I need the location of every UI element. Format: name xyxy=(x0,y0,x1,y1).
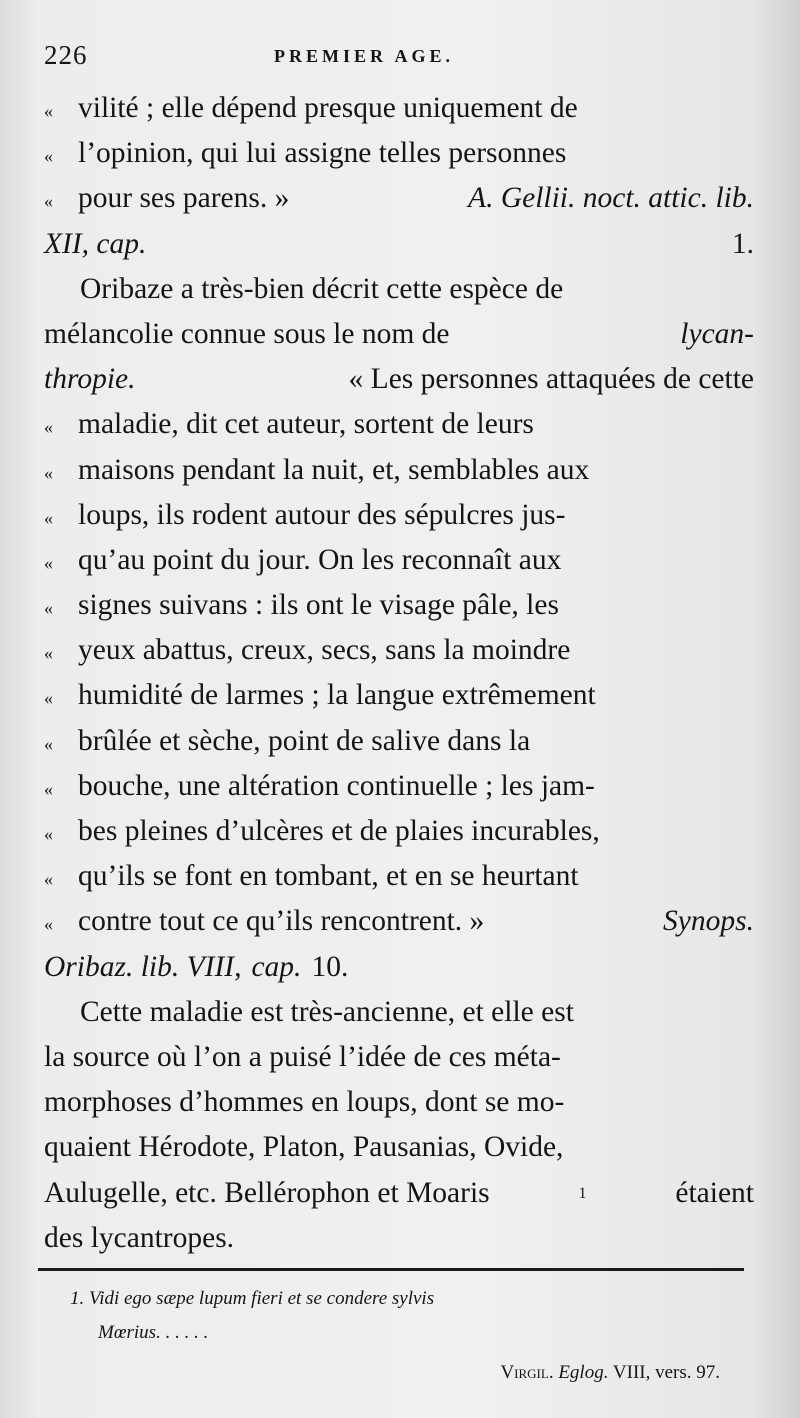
text-line xyxy=(44,222,754,267)
footnote-line: Mœrius. . . . . . xyxy=(98,1322,209,1343)
line-text: bouche, une altération continuelle ; les jam- xyxy=(78,769,595,802)
footnote-rule xyxy=(38,1268,744,1271)
italic-text: Synops. xyxy=(663,905,754,938)
quote-mark: « xyxy=(44,417,53,438)
text-line xyxy=(44,1035,754,1080)
quote-mark: « xyxy=(44,146,53,167)
line-text: qu’ils se font en tombant, et en se heurtant xyxy=(78,860,579,893)
line-text: des lycantropes. xyxy=(44,1221,235,1254)
quote-mark: « xyxy=(44,101,53,121)
quote-mark: « xyxy=(44,733,53,754)
italic-text: cap. xyxy=(251,950,302,983)
line-text: humidité de larmes ; la langue extrêmement xyxy=(78,679,596,712)
italic-text: XII, cap. xyxy=(44,227,147,260)
line-text: Oribaze a très-bien décrit cette espèce de xyxy=(80,272,564,305)
italic-text: lycan- xyxy=(680,317,754,350)
footnotes xyxy=(70,1282,740,1390)
page-number: 226 xyxy=(44,40,88,70)
text-line xyxy=(44,131,754,176)
line-text: loups, ils rodent autour des sépulcres jus- xyxy=(78,498,566,531)
body-text xyxy=(44,86,754,1261)
line-text: maladie, dit cet auteur, sortent de leurs xyxy=(78,408,534,441)
footnote-marker: 1 xyxy=(578,1184,587,1202)
italic-text: Oribaz. lib. VIII, xyxy=(44,950,242,983)
text-line xyxy=(44,493,754,538)
text-line xyxy=(44,854,754,899)
text-line xyxy=(44,899,754,944)
line-text: 10. xyxy=(311,950,349,983)
quote-mark: « xyxy=(44,462,53,483)
footnote-work: Eglog. xyxy=(558,1362,609,1383)
line-text: qu’au point du jour. On les reconnaît aux xyxy=(78,543,562,576)
quote-mark: « xyxy=(44,191,53,212)
text-line xyxy=(44,538,754,583)
quote-mark: « xyxy=(44,643,53,664)
text-line xyxy=(44,719,754,764)
text-line xyxy=(44,1125,754,1170)
line-text: « Les personnes attaquées de cette xyxy=(348,363,754,396)
quote-mark: « xyxy=(44,552,53,573)
quote-mark: « xyxy=(44,507,53,528)
line-text: morphoses d’hommes en loups, dont se mo- xyxy=(44,1086,565,1119)
line-text: signes suivans : ils ont le visage pâle, les xyxy=(78,589,559,622)
line-text: quaient Hérodote, Platon, Pausanias, Ovide, xyxy=(44,1131,564,1164)
text-line xyxy=(44,990,754,1035)
text-line xyxy=(44,673,754,718)
line-text: maisons pendant la nuit, et, semblables aux xyxy=(78,453,590,486)
line-text: la source où l’on a puisé l’idée de ces méta- xyxy=(44,1040,561,1073)
text-line xyxy=(44,764,754,809)
text-line xyxy=(44,402,754,447)
text-line xyxy=(44,448,754,493)
line-text: bes pleines d’ulcères et de plaies incurables, xyxy=(78,815,600,847)
text-line xyxy=(44,312,754,357)
line-text: étaient xyxy=(675,1176,754,1209)
text-line xyxy=(44,1080,754,1125)
quote-mark: « xyxy=(44,869,53,890)
line-text: Cette maladie est très-ancienne, et elle est xyxy=(80,995,574,1028)
footnote-attribution xyxy=(70,1356,740,1390)
text-line xyxy=(44,809,754,854)
text-line xyxy=(44,945,754,990)
quote-mark: « xyxy=(44,914,53,935)
footnote-author: Virgil. xyxy=(500,1362,554,1383)
quote-mark: « xyxy=(44,778,53,799)
line-text: 1. xyxy=(731,227,754,260)
line-text: mélancolie connue sous le nom de xyxy=(44,317,450,350)
quote-mark: « xyxy=(44,688,53,709)
text-line xyxy=(44,628,754,673)
line-text: Aulugelle, etc. Bellérophon et Moaris xyxy=(44,1176,490,1209)
footnote-reference: VIII, vers. 97. xyxy=(612,1362,720,1383)
line-text: vilité ; elle dépend presque uniquement de xyxy=(78,92,578,124)
text-line xyxy=(44,583,754,628)
text-line xyxy=(44,1216,754,1261)
italic-text: A. Gellii. noct. attic. lib. xyxy=(468,182,754,215)
footnote-line: 1. Vidi ego sæpe lupum fieri et se condere sylvis xyxy=(70,1288,435,1309)
line-text: contre tout ce qu’ils rencontrent. » xyxy=(78,905,485,938)
quote-mark: « xyxy=(44,824,53,844)
text-line xyxy=(44,267,754,312)
page-header xyxy=(44,40,748,80)
text-line xyxy=(44,1171,754,1216)
text-line xyxy=(44,176,754,221)
text-line xyxy=(44,357,754,402)
line-text: l’opinion, qui lui assigne telles personnes xyxy=(78,137,567,170)
text-line xyxy=(44,86,754,131)
line-text: pour ses parens. » xyxy=(78,182,290,215)
italic-text: thropie. xyxy=(44,363,136,396)
line-text: yeux abattus, creux, secs, sans la moindre xyxy=(78,634,571,667)
quote-mark: « xyxy=(44,598,53,619)
line-text: brûlée et sèche, point de salive dans la xyxy=(78,724,531,757)
running-head: PREMIER AGE. xyxy=(274,46,455,66)
